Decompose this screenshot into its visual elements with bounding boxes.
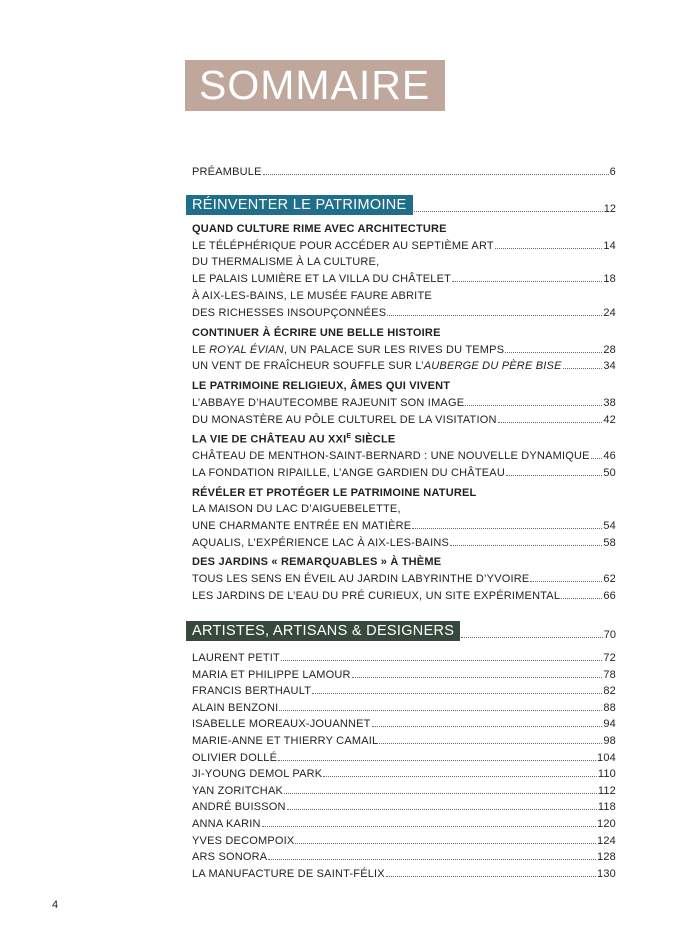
dot-leader xyxy=(505,351,602,353)
dot-leader xyxy=(387,314,602,316)
toc-entry[interactable]: LA FONDATION RIPAILLE, L’ANGE GARDIEN DU CHÂTEAU 50 xyxy=(192,467,616,479)
dot-leader xyxy=(465,404,602,406)
toc-entry-artist[interactable]: ISABELLE MOREAUX-JOUANNET 94 xyxy=(192,718,616,731)
dot-leader xyxy=(279,709,602,711)
dot-leader xyxy=(414,210,603,212)
toc-entry-artist[interactable]: ARS SONORA 128 xyxy=(192,851,616,864)
toc-entry[interactable]: TOUS LES SENS EN ÉVEIL AU JARDIN LABYRINTHE D’YVOIRE 62 xyxy=(192,573,616,585)
toc-entry-royal-evian[interactable]: LE ROYAL ÉVIAN, UN PALACE SUR LES RIVES DU TEMPS 28 xyxy=(192,344,616,356)
toc-entry-artist[interactable]: FRANCIS BERTHAULT 82 xyxy=(192,685,616,698)
dot-leader xyxy=(506,474,602,476)
toc-entry[interactable]: CHÂTEAU DE MENTHON-SAINT-BERNARD : UNE NOUVELLE DYNAMIQUE 46 xyxy=(192,450,616,462)
toc-entry-preamble[interactable]: PRÉAMBULE 6 xyxy=(192,166,616,178)
dot-leader xyxy=(278,759,596,761)
subsection-heading: QUAND CULTURE RIME AVEC ARCHITECTURE xyxy=(192,223,447,235)
dot-leader xyxy=(295,842,596,844)
dot-leader xyxy=(287,808,597,810)
toc-entry-artist[interactable]: ALAIN BENZONI 88 xyxy=(192,701,616,714)
dot-leader xyxy=(281,659,602,661)
toc-entry-artist[interactable]: ANDRÉ BUISSON 118 xyxy=(192,801,616,814)
toc-entry-line: DU THERMALISME À LA CULTURE, xyxy=(192,256,380,268)
toc-entry-artist[interactable]: YVES DECOMPOIX 124 xyxy=(192,834,616,847)
dot-leader xyxy=(263,173,609,175)
page-number: 4 xyxy=(52,899,59,911)
subsection-heading: CONTINUER À ÉCRIRE UNE BELLE HISTOIRE xyxy=(192,327,441,339)
toc-entry[interactable]: DU MONASTÈRE AU PÔLE CULTUREL DE LA VISITATION 42 xyxy=(192,414,616,426)
dot-leader xyxy=(563,367,603,369)
toc-entry-line: À AIX-LES-BAINS, LE MUSÉE FAURE ABRITE xyxy=(192,290,432,302)
dot-leader xyxy=(352,676,603,678)
dot-leader xyxy=(591,457,603,459)
dot-leader xyxy=(268,858,596,860)
dot-leader xyxy=(312,692,602,694)
dot-leader xyxy=(323,775,597,777)
toc-entry-artist[interactable]: MARIE-ANNE ET THIERRY CAMAIL 98 xyxy=(192,735,616,747)
page-title: SOMMAIRE xyxy=(199,62,431,108)
dot-leader xyxy=(450,544,602,546)
dot-leader xyxy=(561,597,602,599)
dot-leader xyxy=(412,527,602,529)
toc-entry-artist[interactable]: JI-YOUNG DEMOL PARK 110 xyxy=(192,768,616,781)
toc-entry-auberge[interactable]: UN VENT DE FRAÎCHEUR SOUFFLE SUR L’AUBERGE DU PÈRE BISE 34 xyxy=(192,360,616,372)
subsection-heading: LE PATRIMOINE RELIGIEUX, ÂMES QUI VIVENT xyxy=(192,380,451,392)
dot-leader xyxy=(452,280,602,282)
toc-entry-artist[interactable]: LAURENT PETIT 72 xyxy=(192,652,616,664)
toc-entry-artist[interactable]: MARIA ET PHILIPPE LAMOUR 78 xyxy=(192,668,616,681)
toc-entry[interactable]: DES RICHESSES INSOUPÇONNÉES 24 xyxy=(192,307,616,319)
toc-entry-artist[interactable]: LA MANUFACTURE DE SAINT-FÉLIX 130 xyxy=(192,867,616,880)
dot-leader xyxy=(495,247,603,249)
dot-leader xyxy=(530,580,602,582)
subsection-heading: LA VIE DE CHÂTEAU AU $XXI^E$ SIÈCLE xyxy=(192,433,396,446)
toc-entry-line: LA MAISON DU LAC D’AIGUEBELETTE, xyxy=(192,503,401,515)
section-heading-artistes[interactable]: ARTISTES, ARTISANS & DESIGNERS 70 xyxy=(186,621,616,641)
dot-leader xyxy=(379,742,602,744)
toc-entry[interactable]: AQUALIS, L’EXPÉRIENCE LAC À AIX-LES-BAINS 58 xyxy=(192,537,616,549)
toc-entry[interactable]: L’ABBAYE D’HAUTECOMBE RAJEUNIT SON IMAGE 38 xyxy=(192,397,616,409)
toc-entry[interactable]: LES JARDINS DE L’EAU DU PRÉ CURIEUX, UN SITE EXPÉRIMENTAL 66 xyxy=(192,590,616,602)
section-heading-patrimoine[interactable]: RÉINVENTER LE PATRIMOINE 12 xyxy=(186,195,616,215)
dot-leader xyxy=(284,792,597,794)
dot-leader xyxy=(461,636,602,638)
toc-entry-artist[interactable]: YAN ZORITCHAK 112 xyxy=(192,784,616,797)
dot-leader xyxy=(372,725,603,727)
toc-entry-artist[interactable]: OLIVIER DOLLÉ 104 xyxy=(192,751,616,764)
toc-entry[interactable]: UNE CHARMANTE ENTRÉE EN MATIÈRE 54 xyxy=(192,520,616,532)
dot-leader xyxy=(498,421,603,423)
dot-leader xyxy=(386,875,596,877)
toc-entry[interactable]: LE PALAIS LUMIÈRE ET LA VILLA DU CHÂTELET 18 xyxy=(192,273,616,285)
subsection-heading: DES JARDINS « REMARQUABLES » À THÈME xyxy=(192,556,442,568)
subsection-heading: RÉVÉLER ET PROTÉGER LE PATRIMOINE NATUREL xyxy=(192,487,477,499)
dot-leader xyxy=(262,825,596,827)
toc-entry-artist[interactable]: ANNA KARIN 120 xyxy=(192,818,616,830)
toc-entry[interactable]: LE TÉLÉPHÉRIQUE POUR ACCÉDER AU SEPTIÈME ART 14 xyxy=(192,240,616,252)
title-banner xyxy=(185,60,445,111)
